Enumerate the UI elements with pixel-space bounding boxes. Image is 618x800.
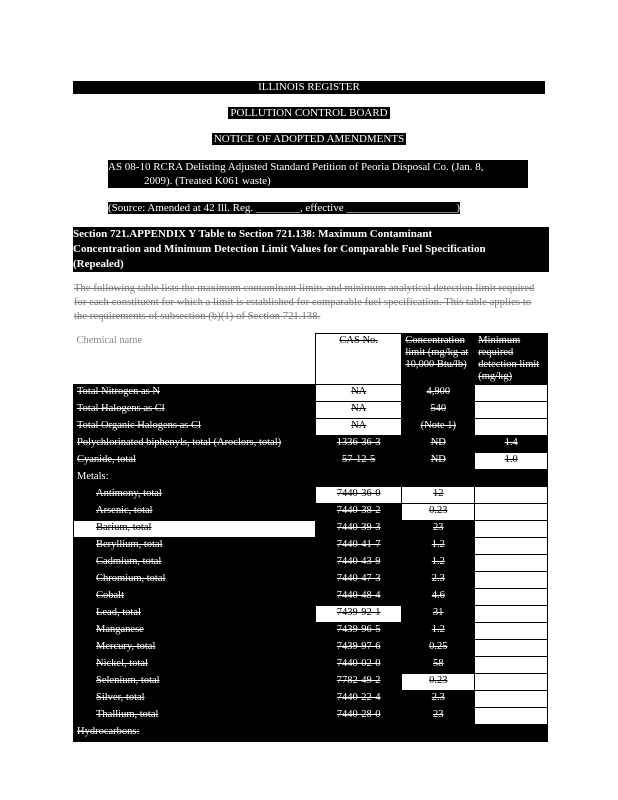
cell-concentration-limit: 0.25 [402,640,475,657]
cell-chemical-name: Manganese [74,623,316,640]
table-row [74,657,548,674]
cell-chemical-name: Cadmium, total [74,555,316,572]
cell-concentration-limit: 12 [402,487,475,504]
cell-min-detection-limit [475,521,548,538]
cell-cas-number: 7440-02-0 [316,657,402,674]
cell-concentration-limit: 23 [402,521,475,538]
cell-min-detection-limit: 1.4 [475,436,548,453]
cell-min-detection-limit [475,487,548,504]
table-row [74,589,548,606]
cell-chemical-name: Thallium, total [74,708,316,725]
case-line-1: AS 08-10 RCRA Delisting Adjusted Standard Petition of Peoria Disposal Co. (Jan. 8, [108,161,484,173]
case-line-2: 2009). (Treated K061 waste) [144,175,271,187]
cell-concentration-limit: 2.3 [402,691,475,708]
cell-cas-number: NA [316,419,402,436]
cell-chemical-name: Mercury, total [74,640,316,657]
cell-chemical-name: Total Halogens as Cl [74,402,316,419]
cell-concentration-limit: 31 [402,606,475,623]
cell-chemical-name: Beryllium, total [74,538,316,555]
cell-concentration-limit: 2.3 [402,572,475,589]
cell-chemical-name: Arsenic, total [74,504,316,521]
cell-cas-number: 7440-22-4 [316,691,402,708]
table-row [74,470,548,487]
cell-concentration-limit: 0.23 [402,674,475,691]
cell-chemical-name: Barium, total [74,521,316,538]
cell-cas-number: 7439-92-1 [316,606,402,623]
cell-cas-number: 7440-41-7 [316,538,402,555]
cell-cas-number [316,725,402,742]
section-title-line-2: Concentration and Minimum Detection Limit Values for Comparable Fuel Specification [73,243,486,255]
col-header-name: Chemical name [74,334,316,385]
table-row [74,521,548,538]
contaminant-table [73,333,548,742]
cell-min-detection-limit [475,725,548,742]
cell-cas-number: 7440-43-9 [316,555,402,572]
table-row [74,453,548,470]
table-row [74,436,548,453]
cell-chemical-name: Polychlorinated biphenyls, total (Aroclors, total) [74,436,316,453]
notice-header: NOTICE OF ADOPTED AMENDMENTS [213,133,405,145]
table-row [74,555,548,572]
cell-concentration-limit: 23 [402,708,475,725]
cell-concentration-limit: 540 [402,402,475,419]
intro-paragraph: The following table lists the maximum contaminant limits and minimum analytical detection limit required for each constituent for which a limit is established for comparable fuel specification. This table applies to the requirements of subsection (b)(1) of Section 721.138. [74,283,535,322]
cell-concentration-limit: 58 [402,657,475,674]
section-title [73,227,549,272]
table-row [74,640,548,657]
col-header-concentration: Concentration limit (mg/kg at 10,000 Btu/lb) [402,334,475,385]
cell-min-detection-limit [475,555,548,572]
cell-concentration-limit: 1.2 [402,555,475,572]
cell-cas-number: 7440-48-4 [316,589,402,606]
cell-min-detection-limit [475,640,548,657]
cell-concentration-limit: 0.23 [402,504,475,521]
cell-cas-number: 7439-96-5 [316,623,402,640]
cell-concentration-limit: 4.6 [402,589,475,606]
cell-concentration-limit: 1.2 [402,538,475,555]
cell-concentration-limit: 1.2 [402,623,475,640]
cell-cas-number: 57-12-5 [316,453,402,470]
cell-concentration-limit [402,470,475,487]
cell-cas-number: 1336-36-3 [316,436,402,453]
cell-min-detection-limit [475,708,548,725]
table-row [74,538,548,555]
cell-min-detection-limit [475,504,548,521]
table-row [74,725,548,742]
cell-min-detection-limit [475,538,548,555]
cell-chemical-name: Total Organic Halogens as Cl [74,419,316,436]
cell-min-detection-limit [475,674,548,691]
cell-chemical-name: Nickel, total [74,657,316,674]
cell-min-detection-limit [475,385,548,402]
table-row [74,572,548,589]
cell-min-detection-limit [475,572,548,589]
cell-cas-number: 7440-39-3 [316,521,402,538]
source-note: (Source: Amended at 42 Ill. Reg. ________, effective ____________________) [108,202,461,214]
cell-chemical-name: Silver, total [74,691,316,708]
cell-concentration-limit: ND [402,453,475,470]
cell-cas-number: NA [316,385,402,402]
table-row [74,504,548,521]
cell-concentration-limit: ND [402,436,475,453]
table-row [74,691,548,708]
table-row [74,487,548,504]
table-row [74,708,548,725]
cell-min-detection-limit: 1.0 [475,453,548,470]
cell-min-detection-limit [475,657,548,674]
cell-min-detection-limit [475,470,548,487]
table-row [74,623,548,640]
case-citation [108,160,528,188]
cell-concentration-limit: (Note 1) [402,419,475,436]
cell-cas-number: 7440-47-3 [316,572,402,589]
table-row [74,674,548,691]
cell-min-detection-limit [475,589,548,606]
col-header-cas: CAS No. [316,334,402,385]
cell-cas-number [316,470,402,487]
cell-min-detection-limit [475,623,548,640]
cell-chemical-name: Cobalt [74,589,316,606]
cell-chemical-name: Total Nitrogen as N [74,385,316,402]
register-header: ILLINOIS REGISTER [0,81,618,94]
table-row [74,385,548,402]
section-title-line-3: (Repealed) [73,258,124,270]
cell-cas-number: 7439-97-6 [316,640,402,657]
cell-min-detection-limit [475,691,548,708]
table-header-row [74,334,548,385]
table-row [74,419,548,436]
cell-cas-number: 7440-36-0 [316,487,402,504]
section-title-line-1: Section 721.APPENDIX Y Table to Section 721.138: Maximum Contaminant [73,228,433,240]
col-header-min-detection: Minimum required detection limit (mg/kg) [475,334,548,385]
board-header: POLLUTION CONTROL BOARD [230,107,388,119]
cell-chemical-name: Antimony, total [74,487,316,504]
cell-cas-number: 7782-49-2 [316,674,402,691]
cell-concentration-limit [402,725,475,742]
cell-chemical-name: Selenium, total [74,674,316,691]
cell-min-detection-limit [475,606,548,623]
cell-chemical-name: Lead, total [74,606,316,623]
table-row [74,402,548,419]
table-row [74,606,548,623]
cell-chemical-name: Chromium, total [74,572,316,589]
cell-cas-number: 7440-28-0 [316,708,402,725]
cell-concentration-limit: 4,900 [402,385,475,402]
cell-cas-number: 7440-38-2 [316,504,402,521]
cell-min-detection-limit [475,402,548,419]
cell-min-detection-limit [475,419,548,436]
cell-chemical-name: Hydrocarbons: [74,725,316,742]
cell-chemical-name: Cyanide, total [74,453,316,470]
cell-chemical-name: Metals: [74,470,316,487]
cell-cas-number: NA [316,402,402,419]
